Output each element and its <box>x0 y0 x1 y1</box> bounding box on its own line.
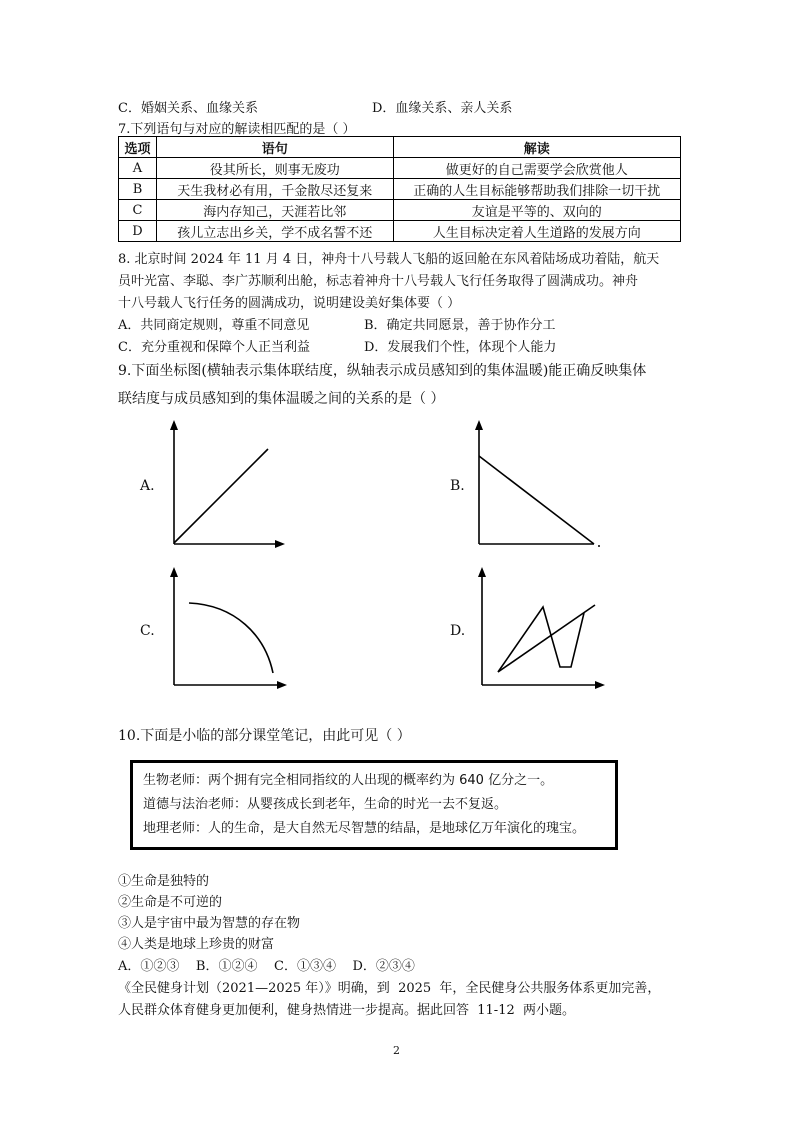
graph-c-label: C. <box>140 623 155 639</box>
table-header-row <box>119 137 681 158</box>
graph-b <box>470 418 605 550</box>
graph-b-label: B. <box>450 478 465 494</box>
page-number: 2 <box>393 1044 400 1057</box>
table-cell: B <box>119 179 157 200</box>
table-cell: 役其所长，则事无废功 <box>156 158 393 179</box>
table-row <box>119 179 681 200</box>
q10-statement-3: ③人是宇宙中最为智慧的存在物 <box>118 916 301 931</box>
q8-line-1: 8. 北京时间 2024 年 11 月 4 日，神舟十八号载人飞船的返回舱在东风着陆场成功着陆，航天 <box>118 252 660 267</box>
q10-statement-4: ④人类是地球上珍贵的财富 <box>118 937 275 952</box>
table-cell: 正确的人生目标能够帮助我们排除一切干扰 <box>393 179 681 200</box>
intro-line-1: 《全民健身计划（2021—2025 年）》明确，到 2025 年，全民健身公共服务体系更加完善， <box>118 981 661 996</box>
graph-a-line <box>174 449 268 543</box>
q10-stem: 10.下面是小临的部分课堂笔记，由此可见（ ） <box>118 728 411 744</box>
q9-line-2: 联结度与成员感知到的集体温暖之间的关系的是（ ） <box>118 391 445 407</box>
q8-option-d: D．发展我们个性，体现个人能力 <box>364 340 557 355</box>
graph-b-line <box>479 456 594 544</box>
table-row <box>119 200 681 221</box>
table-cell: A <box>119 158 157 179</box>
q10-options: A．①②③ B．①②④ C．①③④ D．②③④ <box>118 959 415 974</box>
graph-a <box>165 418 285 548</box>
table-row <box>119 158 681 179</box>
q8-line-2: 员叶光富、李聪、李广苏顺利出舱，标志着神舟十八号载人飞行任务取得了圆满成功。神舟 <box>118 274 639 289</box>
table-cell: 海内存知己，天涯若比邻 <box>156 200 393 221</box>
header-cell: 选项 <box>119 137 157 158</box>
note-ethics: 道德与法治老师：从婴孩成长到老年，生命的时光一去不复返。 <box>143 797 508 812</box>
table-cell: D <box>119 221 157 242</box>
header-cell: 解读 <box>393 137 681 158</box>
table-cell: 人生目标决定着人生道路的发展方向 <box>393 221 681 242</box>
q9-line-1: 9.下面坐标图(横轴表示集体联结度，纵轴表示成员感知到的集体温暖)能正确反映集体 <box>118 363 647 379</box>
q6-option-c: C．婚姻关系、血缘关系 <box>118 101 258 116</box>
table-cell: 友谊是平等的、双向的 <box>393 200 681 221</box>
graph-c-curve <box>189 603 273 673</box>
q8-line-3: 十八号载人飞行任务的圆满成功，说明建设美好集体要（ ） <box>118 296 461 311</box>
header-cell: 语句 <box>156 137 393 158</box>
note-biology: 生物老师：两个拥有完全相同指纹的人出现的概率约为 640 亿分之一。 <box>143 773 554 788</box>
graph-d-label: D. <box>450 623 466 639</box>
graph-c <box>165 565 290 695</box>
q10-statement-1: ①生命是独特的 <box>118 874 210 889</box>
q7-table <box>118 136 681 242</box>
q10-statement-2: ②生命是不可逆的 <box>118 895 223 910</box>
q8-option-a: A．共同商定规则，尊重不同意见 <box>118 318 310 333</box>
table-cell: 孩儿立志出乡关，学不成名誓不还 <box>156 221 393 242</box>
table-cell: C <box>119 200 157 221</box>
q6-option-d: D．血缘关系、亲人关系 <box>372 101 513 116</box>
q8-option-b: B．确定共同愿景，善于协作分工 <box>364 318 556 333</box>
table-row <box>119 221 681 242</box>
graph-a-label: A. <box>140 478 155 494</box>
q7-stem: 7.下列语句与对应的解读相匹配的是（ ） <box>118 122 356 137</box>
q8-option-c: C．充分重视和保障个人正当利益 <box>118 340 310 355</box>
graph-d-line <box>498 605 595 672</box>
note-geography: 地理老师：人的生命，是大自然无尽智慧的结晶，是地球亿万年演化的瑰宝。 <box>143 821 586 836</box>
table-cell: 天生我材必有用，千金散尽还复来 <box>156 179 393 200</box>
table-cell: 做更好的自己需要学会欣赏他人 <box>393 158 681 179</box>
graph-d <box>473 565 608 693</box>
class-notes-box <box>130 760 618 850</box>
intro-line-2: 人民群众体育健身更加便利，健身热情进一步提高。据此回答 11-12 两小题。 <box>118 1003 576 1018</box>
